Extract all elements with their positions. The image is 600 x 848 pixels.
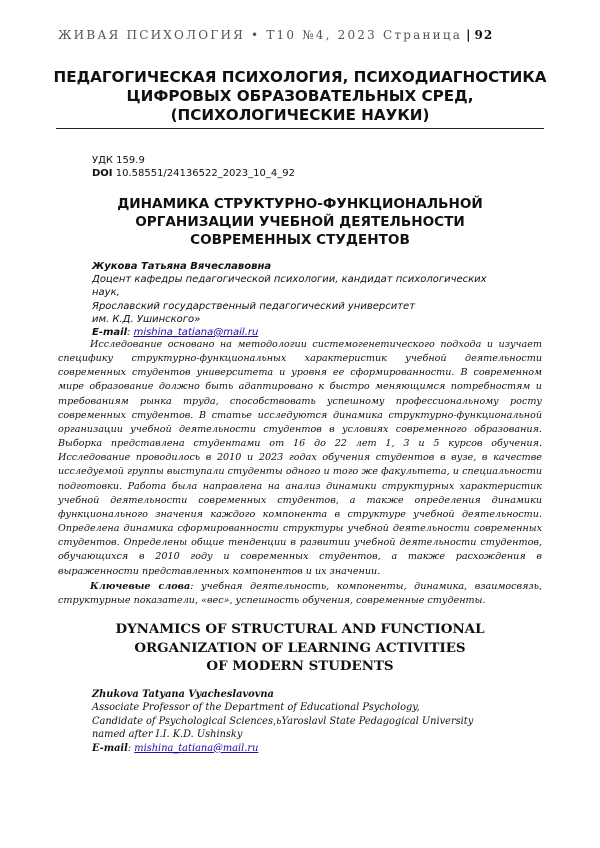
author-affiliation-line: Candidate of Psychological Sciences,ьYaroslavl State Pedagogical University <box>92 715 474 727</box>
article-meta <box>92 154 492 180</box>
section-title-line: (ПСИХОЛОГИЧЕСКИЕ НАУКИ) <box>170 106 430 124</box>
journal-name: ЖИВАЯ ПСИХОЛОГИЯ <box>58 28 246 42</box>
running-header <box>58 28 542 52</box>
page-number: 92 <box>474 28 494 42</box>
header-bullet: • <box>251 28 261 42</box>
header-separator: | <box>466 28 471 42</box>
section-divider <box>56 128 544 129</box>
keywords-ru <box>58 580 542 608</box>
author-info-en <box>92 688 512 755</box>
udc-code: УДК 159.9 <box>92 155 145 166</box>
author-name: Жукова Татьяна Вячеславовна <box>92 261 272 272</box>
keywords-label: Ключевые слова <box>90 581 191 592</box>
author-affiliation-line: Associate Professor of the Department of Educational Psychology, <box>92 702 420 714</box>
title-line: СОВРЕМЕННЫХ СТУДЕНТОВ <box>190 232 410 248</box>
page-label: Страница <box>383 28 463 42</box>
author-email-line <box>92 742 512 755</box>
keywords-colon: : <box>190 581 202 592</box>
title-line: ОРГАНИЗАЦИИ УЧЕБНОЙ ДЕЯТЕЛЬНОСТИ <box>135 214 465 230</box>
author-info-ru <box>92 260 512 339</box>
author-affiliation-line: named after I.I. K.D. Ushinsky <box>92 729 243 741</box>
abstract-ru: Исследование основано на методологии системогенетического подхода и изучает специфику структурно-функциональных характеристик учебной деятельности современных студентов университета и уровня ее сформированности. В современном мире образование должно быть адаптировано к быстро меняющимся потребностям и требованиям рынка труда, способствовать успешному профессиональному росту современных студентов. В статье исследуются динамика структурно-функциональной организации учебной деятельности студентов в условиях современного образования. Выборка представлена студентами от 16 до 22 лет 1, 3 и 5 курсов обучения. Исследование проводилось в 2010 и 2023 годах обучения студентов в вузе, в качестве исследуемой группы выступали студенты одного и того же факультета, и специальности подготовки. Работа была направлена на анализ динамики структурных характеристик учебной деятельности современных студентов, а также определения динамики функционального значения каждого компонента в структуре учебной деятельности. Определена динамика сформированности структуры учебной деятельности современных студентов. Определены общие тенденции в развитии учебной деятельности студентов, обучающихся в 2010 году и современных студентов, а также расхождения в выраженности представленных компонентов и их значении. <box>58 339 542 577</box>
author-name-en: Zhukova Tatyana Vyacheslavovna <box>92 689 274 700</box>
article-title-en <box>60 620 540 676</box>
section-title-line: ЦИФРОВЫХ ОБРАЗОВАТЕЛЬНЫХ СРЕД, <box>126 87 474 105</box>
author-affiliation-line: Доцент кафедры педагогической психологии, кандидат психологических наук, <box>92 274 487 299</box>
journal-volume: Т10 №4, 2023 <box>266 28 377 42</box>
doi-label: DOI <box>92 168 113 179</box>
keywords-text: учебная деятельность, компоненты, динамика, взаимосвязь, структурные показатели, «вес», успешность обучения, современные студенты. <box>58 581 543 606</box>
section-title <box>50 68 550 125</box>
article-title-ru <box>60 195 540 249</box>
email-link[interactable]: mishina_tatiana@mail.ru <box>133 327 259 339</box>
email-colon: : <box>127 742 135 754</box>
email-link[interactable]: mishina_tatiana@mail.ru <box>134 742 259 754</box>
author-affiliation-line: Ярославский государственный педагогический университет <box>92 300 416 312</box>
section-title-line: ПЕДАГОГИЧЕСКАЯ ПСИХОЛОГИЯ, ПСИХОДИАГНОСТИКА <box>53 68 547 86</box>
title-line: ORGANIZATION OF LEARNING ACTIVITIES <box>134 639 466 656</box>
email-colon: : <box>127 327 134 339</box>
doi-line <box>92 167 492 180</box>
title-line: OF MODERN STUDENTS <box>206 658 394 674</box>
email-label: E-mail <box>92 742 128 754</box>
author-affiliation-line: им. К.Д. Ушинского» <box>92 313 201 325</box>
doi-value: 10.58551/24136522_2023_10_4_92 <box>112 168 295 179</box>
title-line: ДИНАМИКА СТРУКТУРНО-ФУНКЦИОНАЛЬНОЙ <box>117 196 483 212</box>
title-line: DYNAMICS OF STRUCTURAL AND FUNCTIONAL <box>115 621 485 637</box>
email-label: E-mail <box>92 327 128 339</box>
